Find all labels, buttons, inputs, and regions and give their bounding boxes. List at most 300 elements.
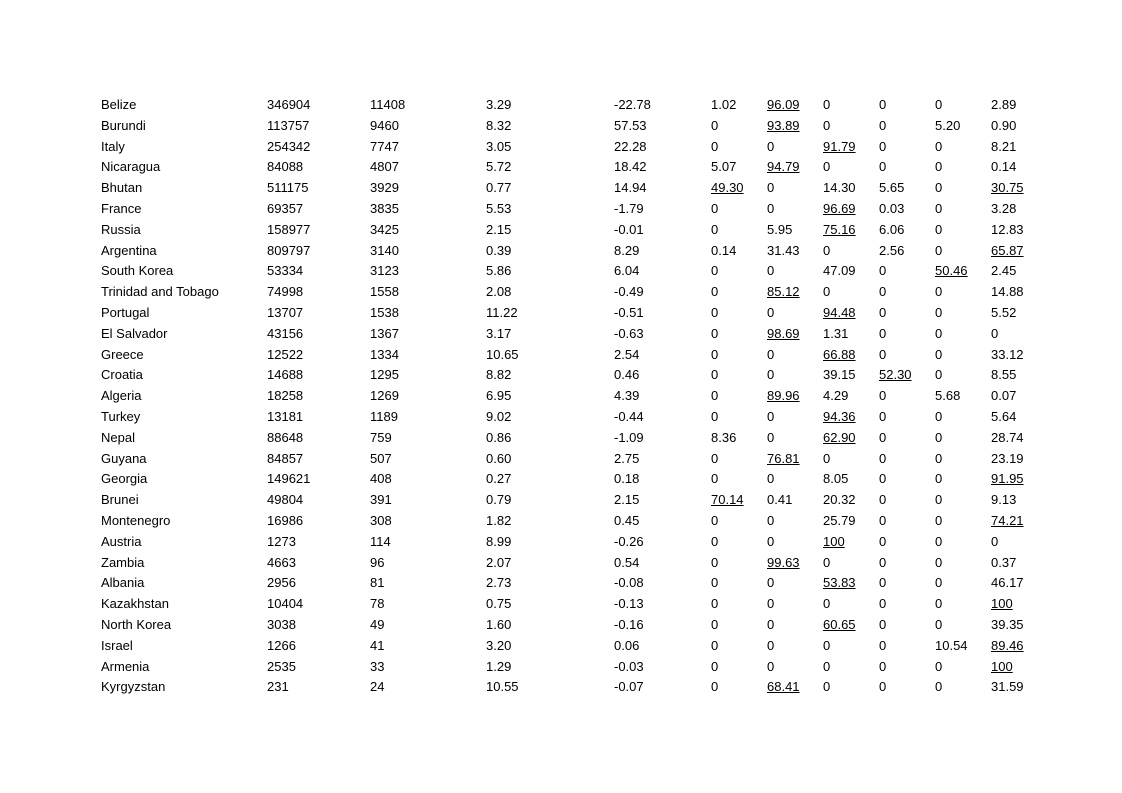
cell-text: 0 bbox=[935, 471, 943, 487]
share-cell-1 bbox=[711, 449, 767, 470]
cell-text: 0 bbox=[935, 658, 943, 674]
share-cell-5 bbox=[935, 241, 991, 262]
share-cell-1 bbox=[711, 511, 767, 532]
share-cell-6 bbox=[991, 137, 1041, 158]
cell-text: 3140 bbox=[370, 242, 399, 258]
share-cell-2 bbox=[767, 386, 823, 407]
share-cell-5 bbox=[935, 428, 991, 449]
value-cell-4 bbox=[614, 116, 711, 137]
share-cell-1 bbox=[711, 469, 767, 490]
share-cell-1 bbox=[711, 677, 767, 698]
cell-text: 6.06 bbox=[879, 221, 905, 237]
cell-text: Nepal bbox=[101, 429, 135, 445]
cell-text: 76.81 bbox=[767, 450, 800, 466]
cell-text: -0.13 bbox=[614, 596, 644, 612]
share-cell-1 bbox=[711, 199, 767, 220]
share-cell-3 bbox=[823, 490, 879, 511]
cell-text: 0 bbox=[991, 325, 999, 341]
cell-text: 1269 bbox=[370, 388, 399, 404]
value-cell-2 bbox=[370, 241, 486, 262]
share-cell-5 bbox=[935, 261, 991, 282]
value-cell-1 bbox=[267, 428, 370, 449]
cell-text: 1334 bbox=[370, 346, 399, 362]
share-cell-3 bbox=[823, 303, 879, 324]
cell-text: 91.79 bbox=[823, 138, 856, 154]
cell-text: 0.03 bbox=[879, 200, 905, 216]
cell-text: 0.86 bbox=[486, 429, 512, 445]
cell-text: Italy bbox=[101, 138, 125, 154]
share-cell-6 bbox=[991, 490, 1041, 511]
country-cell bbox=[101, 677, 267, 698]
cell-text: 0 bbox=[823, 284, 831, 300]
cell-text: 1189 bbox=[370, 408, 398, 424]
share-cell-1 bbox=[711, 261, 767, 282]
share-cell-5 bbox=[935, 449, 991, 470]
cell-text: -0.01 bbox=[614, 221, 644, 237]
cell-text: 0 bbox=[711, 450, 719, 466]
cell-text: 0 bbox=[823, 658, 831, 674]
share-cell-5 bbox=[935, 220, 991, 241]
cell-text: -1.09 bbox=[614, 429, 644, 445]
share-cell-5 bbox=[935, 636, 991, 657]
cell-text: 66.88 bbox=[823, 346, 856, 362]
share-cell-3 bbox=[823, 615, 879, 636]
cell-text: 0 bbox=[879, 304, 887, 320]
value-cell-3 bbox=[486, 449, 614, 470]
share-cell-4 bbox=[879, 449, 935, 470]
cell-text: 1558 bbox=[370, 284, 399, 300]
value-cell-3 bbox=[486, 241, 614, 262]
share-cell-6 bbox=[991, 116, 1041, 137]
value-cell-3 bbox=[486, 490, 614, 511]
cell-text: 3.20 bbox=[486, 637, 512, 653]
cell-text: 60.65 bbox=[823, 616, 856, 632]
cell-text: 8.82 bbox=[486, 367, 512, 383]
cell-text: 0 bbox=[935, 242, 943, 258]
cell-text: 99.63 bbox=[767, 554, 800, 570]
cell-text: 9460 bbox=[370, 117, 399, 133]
cell-text: 0 bbox=[879, 388, 887, 404]
share-cell-2 bbox=[767, 199, 823, 220]
cell-text: 1.82 bbox=[486, 512, 512, 528]
cell-text: 94.48 bbox=[823, 304, 856, 320]
value-cell-2 bbox=[370, 469, 486, 490]
cell-text: 0 bbox=[711, 637, 719, 653]
country-cell bbox=[101, 178, 267, 199]
share-cell-6 bbox=[991, 677, 1041, 698]
share-cell-6 bbox=[991, 573, 1041, 594]
cell-text: 8.36 bbox=[711, 429, 737, 445]
cell-text: 0.14 bbox=[991, 159, 1017, 175]
share-cell-2 bbox=[767, 677, 823, 698]
value-cell-1 bbox=[267, 324, 370, 345]
share-cell-6 bbox=[991, 386, 1041, 407]
share-cell-2 bbox=[767, 282, 823, 303]
cell-text: 2.45 bbox=[991, 263, 1017, 279]
cell-text: -0.08 bbox=[614, 575, 644, 591]
cell-text: 5.52 bbox=[991, 304, 1017, 320]
share-cell-6 bbox=[991, 428, 1041, 449]
share-cell-4 bbox=[879, 116, 935, 137]
table-row bbox=[101, 615, 1041, 636]
cell-text: 0.60 bbox=[486, 450, 512, 466]
cell-text: 0 bbox=[935, 180, 943, 196]
value-cell-4 bbox=[614, 428, 711, 449]
table-row bbox=[101, 553, 1041, 574]
share-cell-6 bbox=[991, 449, 1041, 470]
cell-text: 8.32 bbox=[486, 117, 512, 133]
cell-text: Russia bbox=[101, 221, 141, 237]
cell-text: 5.53 bbox=[486, 200, 512, 216]
cell-text: 0 bbox=[935, 304, 943, 320]
cell-text: 0 bbox=[767, 616, 775, 632]
cell-text: 0 bbox=[767, 471, 775, 487]
cell-text: 0 bbox=[711, 408, 719, 424]
share-cell-3 bbox=[823, 116, 879, 137]
cell-text: 0.54 bbox=[614, 554, 640, 570]
share-cell-1 bbox=[711, 428, 767, 449]
share-cell-1 bbox=[711, 324, 767, 345]
cell-text: 0.18 bbox=[614, 471, 640, 487]
cell-text: 1266 bbox=[267, 637, 296, 653]
value-cell-2 bbox=[370, 677, 486, 698]
value-cell-2 bbox=[370, 553, 486, 574]
share-cell-3 bbox=[823, 386, 879, 407]
value-cell-4 bbox=[614, 303, 711, 324]
cell-text: 3929 bbox=[370, 180, 399, 196]
share-cell-1 bbox=[711, 636, 767, 657]
cell-text: 0 bbox=[935, 325, 943, 341]
share-cell-5 bbox=[935, 594, 991, 615]
value-cell-4 bbox=[614, 261, 711, 282]
share-cell-4 bbox=[879, 345, 935, 366]
cell-text: 511175 bbox=[267, 180, 309, 196]
share-cell-5 bbox=[935, 178, 991, 199]
value-cell-3 bbox=[486, 95, 614, 116]
cell-text: 5.86 bbox=[486, 263, 512, 279]
cell-text: 3.17 bbox=[486, 325, 512, 341]
cell-text: 43156 bbox=[267, 325, 304, 341]
share-cell-6 bbox=[991, 553, 1041, 574]
cell-text: 2.07 bbox=[486, 554, 512, 570]
share-cell-3 bbox=[823, 677, 879, 698]
cell-text: 62.90 bbox=[823, 429, 856, 445]
cell-text: 10.55 bbox=[486, 679, 519, 695]
share-cell-4 bbox=[879, 282, 935, 303]
share-cell-6 bbox=[991, 511, 1041, 532]
cell-text: 0 bbox=[935, 221, 943, 237]
cell-text: 0 bbox=[879, 408, 887, 424]
cell-text: Turkey bbox=[101, 408, 141, 424]
share-cell-4 bbox=[879, 407, 935, 428]
cell-text: 0 bbox=[711, 616, 719, 632]
cell-text: 78 bbox=[370, 596, 385, 612]
cell-text: 0 bbox=[879, 138, 887, 154]
cell-text: -0.26 bbox=[614, 533, 644, 549]
share-cell-6 bbox=[991, 95, 1041, 116]
share-cell-1 bbox=[711, 573, 767, 594]
share-cell-6 bbox=[991, 345, 1041, 366]
cell-text: 8.05 bbox=[823, 471, 849, 487]
share-cell-6 bbox=[991, 615, 1041, 636]
cell-text: -0.07 bbox=[614, 679, 644, 695]
value-cell-4 bbox=[614, 573, 711, 594]
share-cell-4 bbox=[879, 428, 935, 449]
cell-text: 1.29 bbox=[486, 658, 512, 674]
value-cell-4 bbox=[614, 365, 711, 386]
cell-text: 0 bbox=[935, 450, 943, 466]
cell-text: 10404 bbox=[267, 596, 304, 612]
cell-text: 114 bbox=[370, 533, 391, 549]
country-cell bbox=[101, 553, 267, 574]
share-cell-3 bbox=[823, 636, 879, 657]
cell-text: 308 bbox=[370, 512, 392, 528]
share-cell-1 bbox=[711, 137, 767, 158]
share-cell-4 bbox=[879, 365, 935, 386]
country-cell bbox=[101, 657, 267, 678]
value-cell-2 bbox=[370, 178, 486, 199]
table-row bbox=[101, 303, 1041, 324]
cell-text: 47.09 bbox=[823, 263, 856, 279]
cell-text: South Korea bbox=[101, 263, 174, 279]
share-cell-1 bbox=[711, 365, 767, 386]
cell-text: Armenia bbox=[101, 658, 150, 674]
cell-text: 0 bbox=[711, 575, 719, 591]
cell-text: 2.73 bbox=[486, 575, 512, 591]
cell-text: 0 bbox=[767, 575, 775, 591]
cell-text: 0.77 bbox=[486, 180, 512, 196]
share-cell-6 bbox=[991, 407, 1041, 428]
cell-text: 0 bbox=[935, 616, 943, 632]
cell-text: 0 bbox=[711, 200, 719, 216]
value-cell-2 bbox=[370, 594, 486, 615]
cell-text: 13181 bbox=[267, 408, 304, 424]
cell-text: 0 bbox=[879, 346, 887, 362]
share-cell-2 bbox=[767, 490, 823, 511]
value-cell-1 bbox=[267, 553, 370, 574]
share-cell-1 bbox=[711, 220, 767, 241]
cell-text: 2.75 bbox=[614, 450, 640, 466]
table-row bbox=[101, 220, 1041, 241]
cell-text: Albania bbox=[101, 575, 145, 591]
value-cell-3 bbox=[486, 469, 614, 490]
cell-text: 0 bbox=[767, 429, 775, 445]
cell-text: 16986 bbox=[267, 512, 304, 528]
cell-text: 100 bbox=[991, 658, 1013, 674]
value-cell-1 bbox=[267, 199, 370, 220]
value-cell-1 bbox=[267, 469, 370, 490]
share-cell-2 bbox=[767, 261, 823, 282]
cell-text: 88648 bbox=[267, 429, 304, 445]
cell-text: 24 bbox=[370, 679, 385, 695]
value-cell-3 bbox=[486, 407, 614, 428]
cell-text: 89.96 bbox=[767, 388, 800, 404]
table-row bbox=[101, 178, 1041, 199]
cell-text: 4807 bbox=[370, 159, 399, 175]
cell-text: 3.29 bbox=[486, 97, 512, 112]
share-cell-5 bbox=[935, 116, 991, 137]
share-cell-6 bbox=[991, 261, 1041, 282]
cell-text: 49.30 bbox=[711, 180, 744, 196]
value-cell-2 bbox=[370, 449, 486, 470]
share-cell-2 bbox=[767, 532, 823, 553]
value-cell-3 bbox=[486, 116, 614, 137]
share-cell-2 bbox=[767, 116, 823, 137]
value-cell-2 bbox=[370, 657, 486, 678]
share-cell-3 bbox=[823, 594, 879, 615]
share-cell-3 bbox=[823, 324, 879, 345]
cell-text: -0.03 bbox=[614, 658, 644, 674]
value-cell-1 bbox=[267, 282, 370, 303]
share-cell-3 bbox=[823, 178, 879, 199]
cell-text: 68.41 bbox=[767, 679, 800, 695]
value-cell-1 bbox=[267, 407, 370, 428]
share-cell-1 bbox=[711, 553, 767, 574]
cell-text: 14.88 bbox=[991, 284, 1024, 300]
value-cell-1 bbox=[267, 178, 370, 199]
value-cell-1 bbox=[267, 490, 370, 511]
table-row bbox=[101, 157, 1041, 178]
value-cell-2 bbox=[370, 511, 486, 532]
cell-text: 96.09 bbox=[767, 97, 800, 112]
cell-text: Trinidad and Tobago bbox=[101, 284, 219, 300]
cell-text: 0 bbox=[879, 471, 887, 487]
cell-text: 507 bbox=[370, 450, 392, 466]
cell-text: 0 bbox=[767, 658, 775, 674]
value-cell-1 bbox=[267, 137, 370, 158]
country-cell bbox=[101, 282, 267, 303]
share-cell-2 bbox=[767, 449, 823, 470]
cell-text: 81 bbox=[370, 575, 385, 591]
cell-text: Burundi bbox=[101, 117, 146, 133]
cell-text: 0 bbox=[767, 637, 775, 653]
value-cell-4 bbox=[614, 220, 711, 241]
value-cell-1 bbox=[267, 345, 370, 366]
share-cell-1 bbox=[711, 386, 767, 407]
table-row bbox=[101, 532, 1041, 553]
cell-text: 7747 bbox=[370, 138, 399, 154]
table-row bbox=[101, 345, 1041, 366]
value-cell-3 bbox=[486, 636, 614, 657]
cell-text: 0 bbox=[935, 284, 943, 300]
value-cell-3 bbox=[486, 324, 614, 345]
share-cell-4 bbox=[879, 657, 935, 678]
cell-text: Kazakhstan bbox=[101, 596, 169, 612]
country-cell bbox=[101, 116, 267, 137]
cell-text: 31.43 bbox=[767, 242, 800, 258]
table-row bbox=[101, 282, 1041, 303]
cell-text: 53334 bbox=[267, 263, 304, 279]
cell-text: 0 bbox=[879, 512, 887, 528]
country-cell bbox=[101, 137, 267, 158]
value-cell-1 bbox=[267, 657, 370, 678]
cell-text: 14688 bbox=[267, 367, 304, 383]
share-cell-4 bbox=[879, 303, 935, 324]
cell-text: 5.68 bbox=[935, 388, 961, 404]
cell-text: 0 bbox=[879, 679, 887, 695]
share-cell-2 bbox=[767, 636, 823, 657]
cell-text: 0 bbox=[711, 346, 719, 362]
cell-text: 0 bbox=[935, 346, 943, 362]
cell-text: 0.07 bbox=[991, 388, 1017, 404]
cell-text: 5.20 bbox=[935, 117, 961, 133]
country-cell bbox=[101, 573, 267, 594]
share-cell-6 bbox=[991, 324, 1041, 345]
share-cell-3 bbox=[823, 407, 879, 428]
cell-text: 0 bbox=[823, 242, 831, 258]
share-cell-3 bbox=[823, 220, 879, 241]
value-cell-3 bbox=[486, 345, 614, 366]
value-cell-4 bbox=[614, 282, 711, 303]
cell-text: 74.21 bbox=[991, 512, 1024, 528]
cell-text: Algeria bbox=[101, 388, 142, 404]
value-cell-4 bbox=[614, 469, 711, 490]
cell-text: 0.75 bbox=[486, 596, 512, 612]
value-cell-3 bbox=[486, 220, 614, 241]
share-cell-5 bbox=[935, 199, 991, 220]
value-cell-4 bbox=[614, 532, 711, 553]
cell-text: 0 bbox=[823, 596, 831, 612]
cell-text: 3038 bbox=[267, 616, 296, 632]
cell-text: 6.95 bbox=[486, 388, 512, 404]
value-cell-4 bbox=[614, 95, 711, 116]
cell-text: 0 bbox=[935, 679, 943, 695]
value-cell-4 bbox=[614, 490, 711, 511]
value-cell-3 bbox=[486, 303, 614, 324]
cell-text: 408 bbox=[370, 471, 392, 487]
value-cell-3 bbox=[486, 365, 614, 386]
share-cell-2 bbox=[767, 157, 823, 178]
share-cell-3 bbox=[823, 532, 879, 553]
cell-text: 0 bbox=[711, 658, 719, 674]
value-cell-4 bbox=[614, 386, 711, 407]
value-cell-3 bbox=[486, 282, 614, 303]
cell-text: 6.04 bbox=[614, 263, 640, 279]
cell-text: 4663 bbox=[267, 554, 296, 570]
share-cell-2 bbox=[767, 594, 823, 615]
cell-text: 3123 bbox=[370, 263, 399, 279]
cell-text: 31.59 bbox=[991, 679, 1024, 695]
value-cell-1 bbox=[267, 594, 370, 615]
cell-text: 0.79 bbox=[486, 492, 512, 508]
cell-text: 0 bbox=[935, 138, 943, 154]
cell-text: 254342 bbox=[267, 138, 311, 154]
share-cell-5 bbox=[935, 532, 991, 553]
value-cell-4 bbox=[614, 345, 711, 366]
share-cell-6 bbox=[991, 303, 1041, 324]
share-cell-2 bbox=[767, 365, 823, 386]
share-cell-4 bbox=[879, 511, 935, 532]
cell-text: 0 bbox=[767, 512, 775, 528]
value-cell-1 bbox=[267, 636, 370, 657]
value-cell-3 bbox=[486, 573, 614, 594]
cell-text: 0 bbox=[711, 138, 719, 154]
share-cell-3 bbox=[823, 95, 879, 116]
cell-text: 8.55 bbox=[991, 367, 1017, 383]
value-cell-4 bbox=[614, 636, 711, 657]
value-cell-1 bbox=[267, 573, 370, 594]
value-cell-4 bbox=[614, 594, 711, 615]
value-cell-1 bbox=[267, 261, 370, 282]
value-cell-2 bbox=[370, 407, 486, 428]
table-row bbox=[101, 428, 1041, 449]
cell-text: 1.60 bbox=[486, 616, 512, 632]
share-cell-1 bbox=[711, 594, 767, 615]
cell-text: 39.15 bbox=[823, 367, 856, 383]
cell-text: 33 bbox=[370, 658, 385, 674]
cell-text: France bbox=[101, 200, 142, 216]
share-cell-4 bbox=[879, 386, 935, 407]
